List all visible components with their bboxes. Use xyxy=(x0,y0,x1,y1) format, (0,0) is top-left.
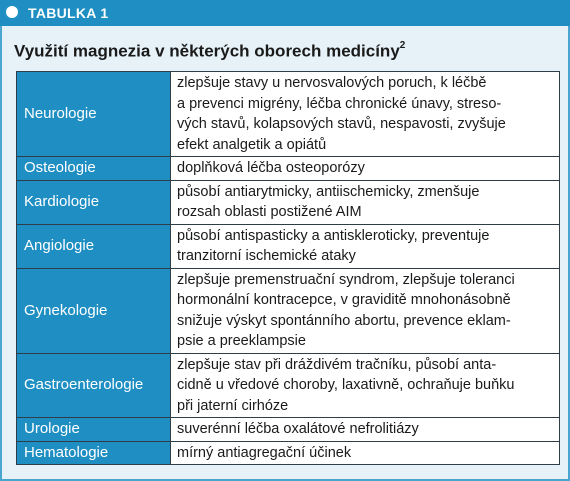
field-name-cell: Hematologie xyxy=(17,441,171,465)
field-name-cell: Kardiologie xyxy=(17,180,171,224)
table-row xyxy=(17,418,560,442)
fields-table xyxy=(16,71,560,465)
field-name-cell: Urologie xyxy=(17,418,171,442)
usage-line: snižuje výskyt spontánního abortu, prevence eklam- xyxy=(177,312,511,329)
field-name-cell: Gastroenterologie xyxy=(17,353,171,418)
usage-cell xyxy=(171,268,560,353)
usage-line: rozsah oblasti postižené AIM xyxy=(177,204,362,220)
table-title xyxy=(14,36,405,64)
table-body xyxy=(17,72,560,465)
usage-cell xyxy=(171,353,560,418)
table-row xyxy=(17,157,560,181)
field-name-cell: Angiologie xyxy=(17,224,171,268)
table-row xyxy=(17,441,560,465)
table-row xyxy=(17,224,560,268)
usage-line: efekt analgetik a opiátů xyxy=(177,136,327,153)
field-name-cell: Neurologie xyxy=(17,72,171,157)
table-row xyxy=(17,72,560,157)
usage-cell xyxy=(171,224,560,268)
usage-line: psie a preeklampsie xyxy=(177,333,306,349)
usage-cell xyxy=(171,157,560,181)
usage-line: působí antispasticky a antiskleroticky, preventuje xyxy=(177,227,490,244)
usage-line: suverénní léčba oxalátové nefrolitiázy xyxy=(177,421,419,437)
table-row xyxy=(17,353,560,418)
box-label-bar xyxy=(0,0,570,26)
usage-line: hormonální kontracepce, v graviditě mnohonásobně xyxy=(177,292,511,308)
usage-line: zlepšuje stavy u nervosvalových poruch, k léčbě xyxy=(177,75,487,91)
usage-line: při jaterní cirhóze xyxy=(177,397,289,414)
usage-line: vých stavů, kolapsových stavů, nespavosti, zvyšuje xyxy=(177,116,506,132)
usage-line: zlepšuje premenstruační syndrom, zlepšuje toleranci xyxy=(177,271,515,288)
field-name-cell: Gynekologie xyxy=(17,268,171,353)
usage-line: doplňková léčba osteoporózy xyxy=(177,160,365,176)
box-label: TABULKA 1 xyxy=(28,5,109,21)
usage-cell xyxy=(171,180,560,224)
bullet-dot-icon xyxy=(6,6,18,18)
usage-cell xyxy=(171,441,560,465)
title-reference: 2 xyxy=(399,40,406,51)
usage-line: cidně u vředové choroby, laxativně, ochraňuje buňku xyxy=(177,377,515,393)
table-title-text: Využití magnezia v některých oborech medicíny xyxy=(14,41,400,61)
usage-line: a prevenci migrény, léčba chronické únavy, streso- xyxy=(177,95,502,112)
field-name-cell: Osteologie xyxy=(17,157,171,181)
usage-line: působí antiarytmicky, antiischemicky, zmenšuje xyxy=(177,183,480,200)
usage-line: tranzitorní ischemické ataky xyxy=(177,248,356,264)
usage-cell xyxy=(171,418,560,442)
usage-cell xyxy=(171,72,560,157)
table-row xyxy=(17,268,560,353)
usage-line: mírný antiagregační účinek xyxy=(177,444,352,461)
usage-line: zlepšuje stav při dráždivém tračníku, působí anta- xyxy=(177,356,497,373)
table-row xyxy=(17,180,560,224)
